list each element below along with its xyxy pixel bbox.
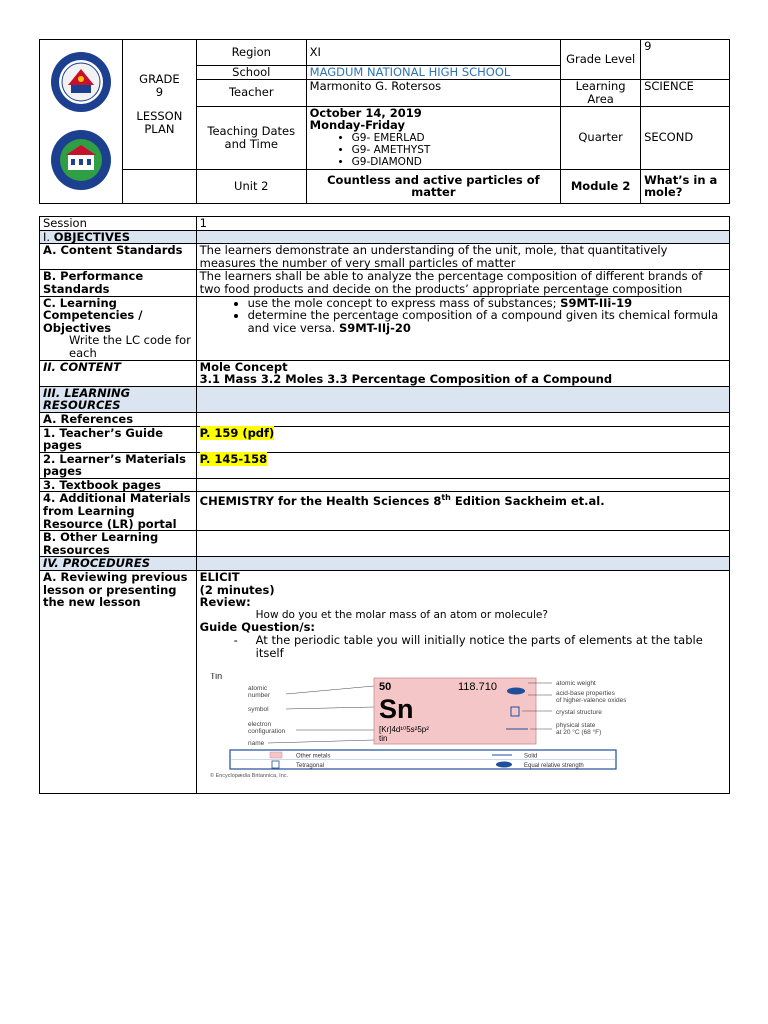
module-value: What’s in a mole? bbox=[641, 169, 730, 203]
references-row bbox=[40, 412, 730, 426]
teacher-label: Teacher bbox=[196, 79, 306, 106]
elicit-heading: ELICIT bbox=[199, 570, 240, 585]
review-value bbox=[196, 571, 729, 794]
learners-materials-value bbox=[196, 452, 729, 478]
resources-label: III. LEARNING RESOURCES bbox=[40, 386, 197, 412]
module-label: Module 2 bbox=[561, 169, 641, 203]
teachers-guide-value bbox=[196, 426, 729, 452]
additional-materials-value: CHEMISTRY for the Health Sciences 8th Edition Sackheim et.al. bbox=[196, 492, 729, 531]
teacher-value: Marmonito G. Rotersos bbox=[306, 79, 560, 106]
review-row bbox=[40, 571, 730, 794]
objectives-label: OBJECTIVES bbox=[53, 229, 130, 244]
section-item: • G9-DIAMOND bbox=[352, 156, 557, 168]
performance-standards-value: The learners shall be able to analyze the percentage composition of different brands of two food products and decide on the products’ appropriate percentage composition bbox=[196, 270, 729, 296]
legend-equal-strength: Equal relative strength bbox=[523, 763, 584, 770]
additional-materials-label: 4. Additional Materials from Learning Resource (LR) portal bbox=[40, 492, 197, 531]
learning-area-value: SCIENCE bbox=[641, 79, 730, 106]
section-item: • G9- EMERLAD bbox=[352, 132, 557, 144]
label-acid-base-2: of higher-valence oxides bbox=[555, 697, 626, 705]
teachers-guide-label: 1. Teacher’s Guide pages bbox=[40, 426, 197, 452]
lc-note: Write the LC code for each bbox=[69, 333, 191, 360]
learning-competencies-label bbox=[40, 296, 197, 360]
learners-materials-row bbox=[40, 452, 730, 478]
dates-date: October 14, 2019 bbox=[309, 105, 422, 120]
objectives-num: I. bbox=[43, 229, 51, 244]
review-question: How do you et the molar mass of an atom or molecule? bbox=[255, 608, 548, 621]
label-configuration: configuration bbox=[247, 728, 285, 736]
other-resources-label: B. Other Learning Resources bbox=[40, 531, 197, 557]
review-heading: Review: bbox=[199, 595, 251, 610]
label-physical-state: physical state bbox=[555, 722, 596, 730]
lc-label: C. Learning Competencies / Objectives bbox=[43, 295, 143, 335]
references-empty bbox=[196, 412, 729, 426]
label-atomic-number: atomic bbox=[247, 685, 267, 693]
lesson-plan-table bbox=[39, 216, 730, 794]
performance-standards-label: B. Performance Standards bbox=[40, 270, 197, 296]
teachers-guide-pages: P. 159 (pdf) bbox=[199, 425, 275, 440]
additional-materials-row bbox=[40, 492, 730, 531]
performance-standards-row bbox=[40, 270, 730, 296]
dates-value bbox=[306, 106, 560, 169]
region-value: XI bbox=[306, 40, 560, 66]
school-label: School bbox=[196, 66, 306, 80]
review-label: A. Reviewing previous lesson or presenting the new lesson bbox=[40, 571, 197, 794]
label-name: name bbox=[247, 740, 264, 748]
objectives-header-empty bbox=[196, 230, 729, 244]
content-title: Mole Concept bbox=[199, 359, 288, 374]
textbook-empty bbox=[196, 478, 729, 492]
lc-item: • determine the percentage composition of a compound given its chemical formula and vice versa. S9MT-IIj-20 bbox=[248, 309, 726, 334]
diagram-title: Tin bbox=[209, 673, 222, 682]
textbook-label: 3. Textbook pages bbox=[40, 478, 197, 492]
element-name: tin bbox=[378, 734, 388, 744]
label-physical-state-2: at 20 °C (68 °F) bbox=[555, 729, 601, 737]
textbook-row bbox=[40, 478, 730, 492]
other-resources-empty bbox=[196, 531, 729, 557]
procedures-header-row bbox=[40, 557, 730, 571]
deped-seal-logo bbox=[50, 51, 112, 113]
content-label: II. CONTENT bbox=[40, 360, 197, 386]
section-item: • G9- AMETHYST bbox=[352, 144, 557, 156]
guide-item: - At the periodic table you will initially notice the parts of elements at the table itself bbox=[233, 633, 703, 660]
content-standards-label: A. Content Standards bbox=[40, 244, 197, 270]
content-value bbox=[196, 360, 729, 386]
objectives-header bbox=[40, 230, 197, 244]
grade-level-label: Grade Level bbox=[561, 40, 641, 80]
label-crystal: crystal structure bbox=[555, 709, 602, 717]
grade-lesson-plan-block: GRADE 9 LESSON PLAN bbox=[122, 40, 196, 170]
unit-empty-cell bbox=[122, 169, 196, 203]
label-atomic-weight: atomic weight bbox=[555, 680, 596, 688]
lc-list bbox=[200, 297, 726, 335]
procedures-header-empty bbox=[196, 557, 729, 571]
content-topics: 3.1 Mass 3.2 Moles 3.3 Percentage Composition of a Compound bbox=[199, 372, 613, 387]
atomic-number: 50 bbox=[378, 681, 391, 694]
dates-days: Monday-Friday bbox=[309, 118, 405, 133]
content-standards-value: The learners demonstrate an understanding of the unit, mole, that quantitatively measures the number of very small particles of matter bbox=[196, 244, 729, 270]
learners-materials-pages: P. 145-158 bbox=[199, 451, 268, 466]
session-row bbox=[40, 217, 730, 231]
header-table bbox=[39, 39, 730, 204]
session-value: 1 bbox=[196, 217, 729, 231]
content-standards-row bbox=[40, 244, 730, 270]
objectives-header-row bbox=[40, 230, 730, 244]
electron-configuration: [Kr]4d¹⁰5s²5p² bbox=[378, 725, 429, 735]
school-seal-logo bbox=[50, 129, 112, 191]
legend-tetragonal: Tetragonal bbox=[295, 763, 324, 770]
legend-solid: Solid bbox=[523, 753, 537, 760]
teachers-guide-row bbox=[40, 426, 730, 452]
content-row bbox=[40, 360, 730, 386]
unit-value: Countless and active particles of matter bbox=[306, 169, 560, 203]
school-value: MAGDUM NATIONAL HIGH SCHOOL bbox=[306, 66, 560, 80]
atomic-weight: 118.710 bbox=[457, 681, 497, 694]
acid-base-icon bbox=[507, 688, 525, 695]
label-electron: electron bbox=[247, 721, 271, 729]
learning-area-label: Learning Area bbox=[561, 79, 641, 106]
elicit-minutes: (2 minutes) bbox=[199, 582, 275, 597]
quarter-value: SECOND bbox=[641, 106, 730, 169]
learning-competencies-value bbox=[196, 296, 729, 360]
quarter-label: Quarter bbox=[561, 106, 641, 169]
label-acid-base: acid-base properties bbox=[555, 690, 615, 698]
references-label: A. References bbox=[40, 412, 197, 426]
label-atomic-number-2: number bbox=[247, 692, 270, 700]
resources-header-empty bbox=[196, 386, 729, 412]
grade-level-value: 9 bbox=[641, 40, 730, 80]
lc-item: • use the mole concept to express mass of substances; S9MT-IIi-19 bbox=[248, 297, 726, 310]
element-symbol: Sn bbox=[378, 694, 414, 725]
region-label: Region bbox=[196, 40, 306, 66]
tin-element-diagram bbox=[206, 673, 626, 779]
legend-other-metals: Other metals bbox=[295, 753, 330, 760]
session-label: Session bbox=[40, 217, 197, 231]
sections-list bbox=[310, 132, 557, 168]
diagram-credit: © Encyclopædia Britannica, Inc. bbox=[209, 773, 288, 780]
unit-label: Unit 2 bbox=[196, 169, 306, 203]
dates-label: Teaching Dates and Time bbox=[196, 106, 306, 169]
logo-cell bbox=[40, 40, 123, 204]
label-symbol: symbol bbox=[247, 706, 269, 714]
learners-materials-label: 2. Learner’s Materials pages bbox=[40, 452, 197, 478]
procedures-label: IV. PROCEDURES bbox=[40, 557, 197, 571]
other-resources-row bbox=[40, 531, 730, 557]
resources-header-row bbox=[40, 386, 730, 412]
learning-competencies-row bbox=[40, 296, 730, 360]
guide-heading: Guide Question/s: bbox=[199, 620, 316, 635]
